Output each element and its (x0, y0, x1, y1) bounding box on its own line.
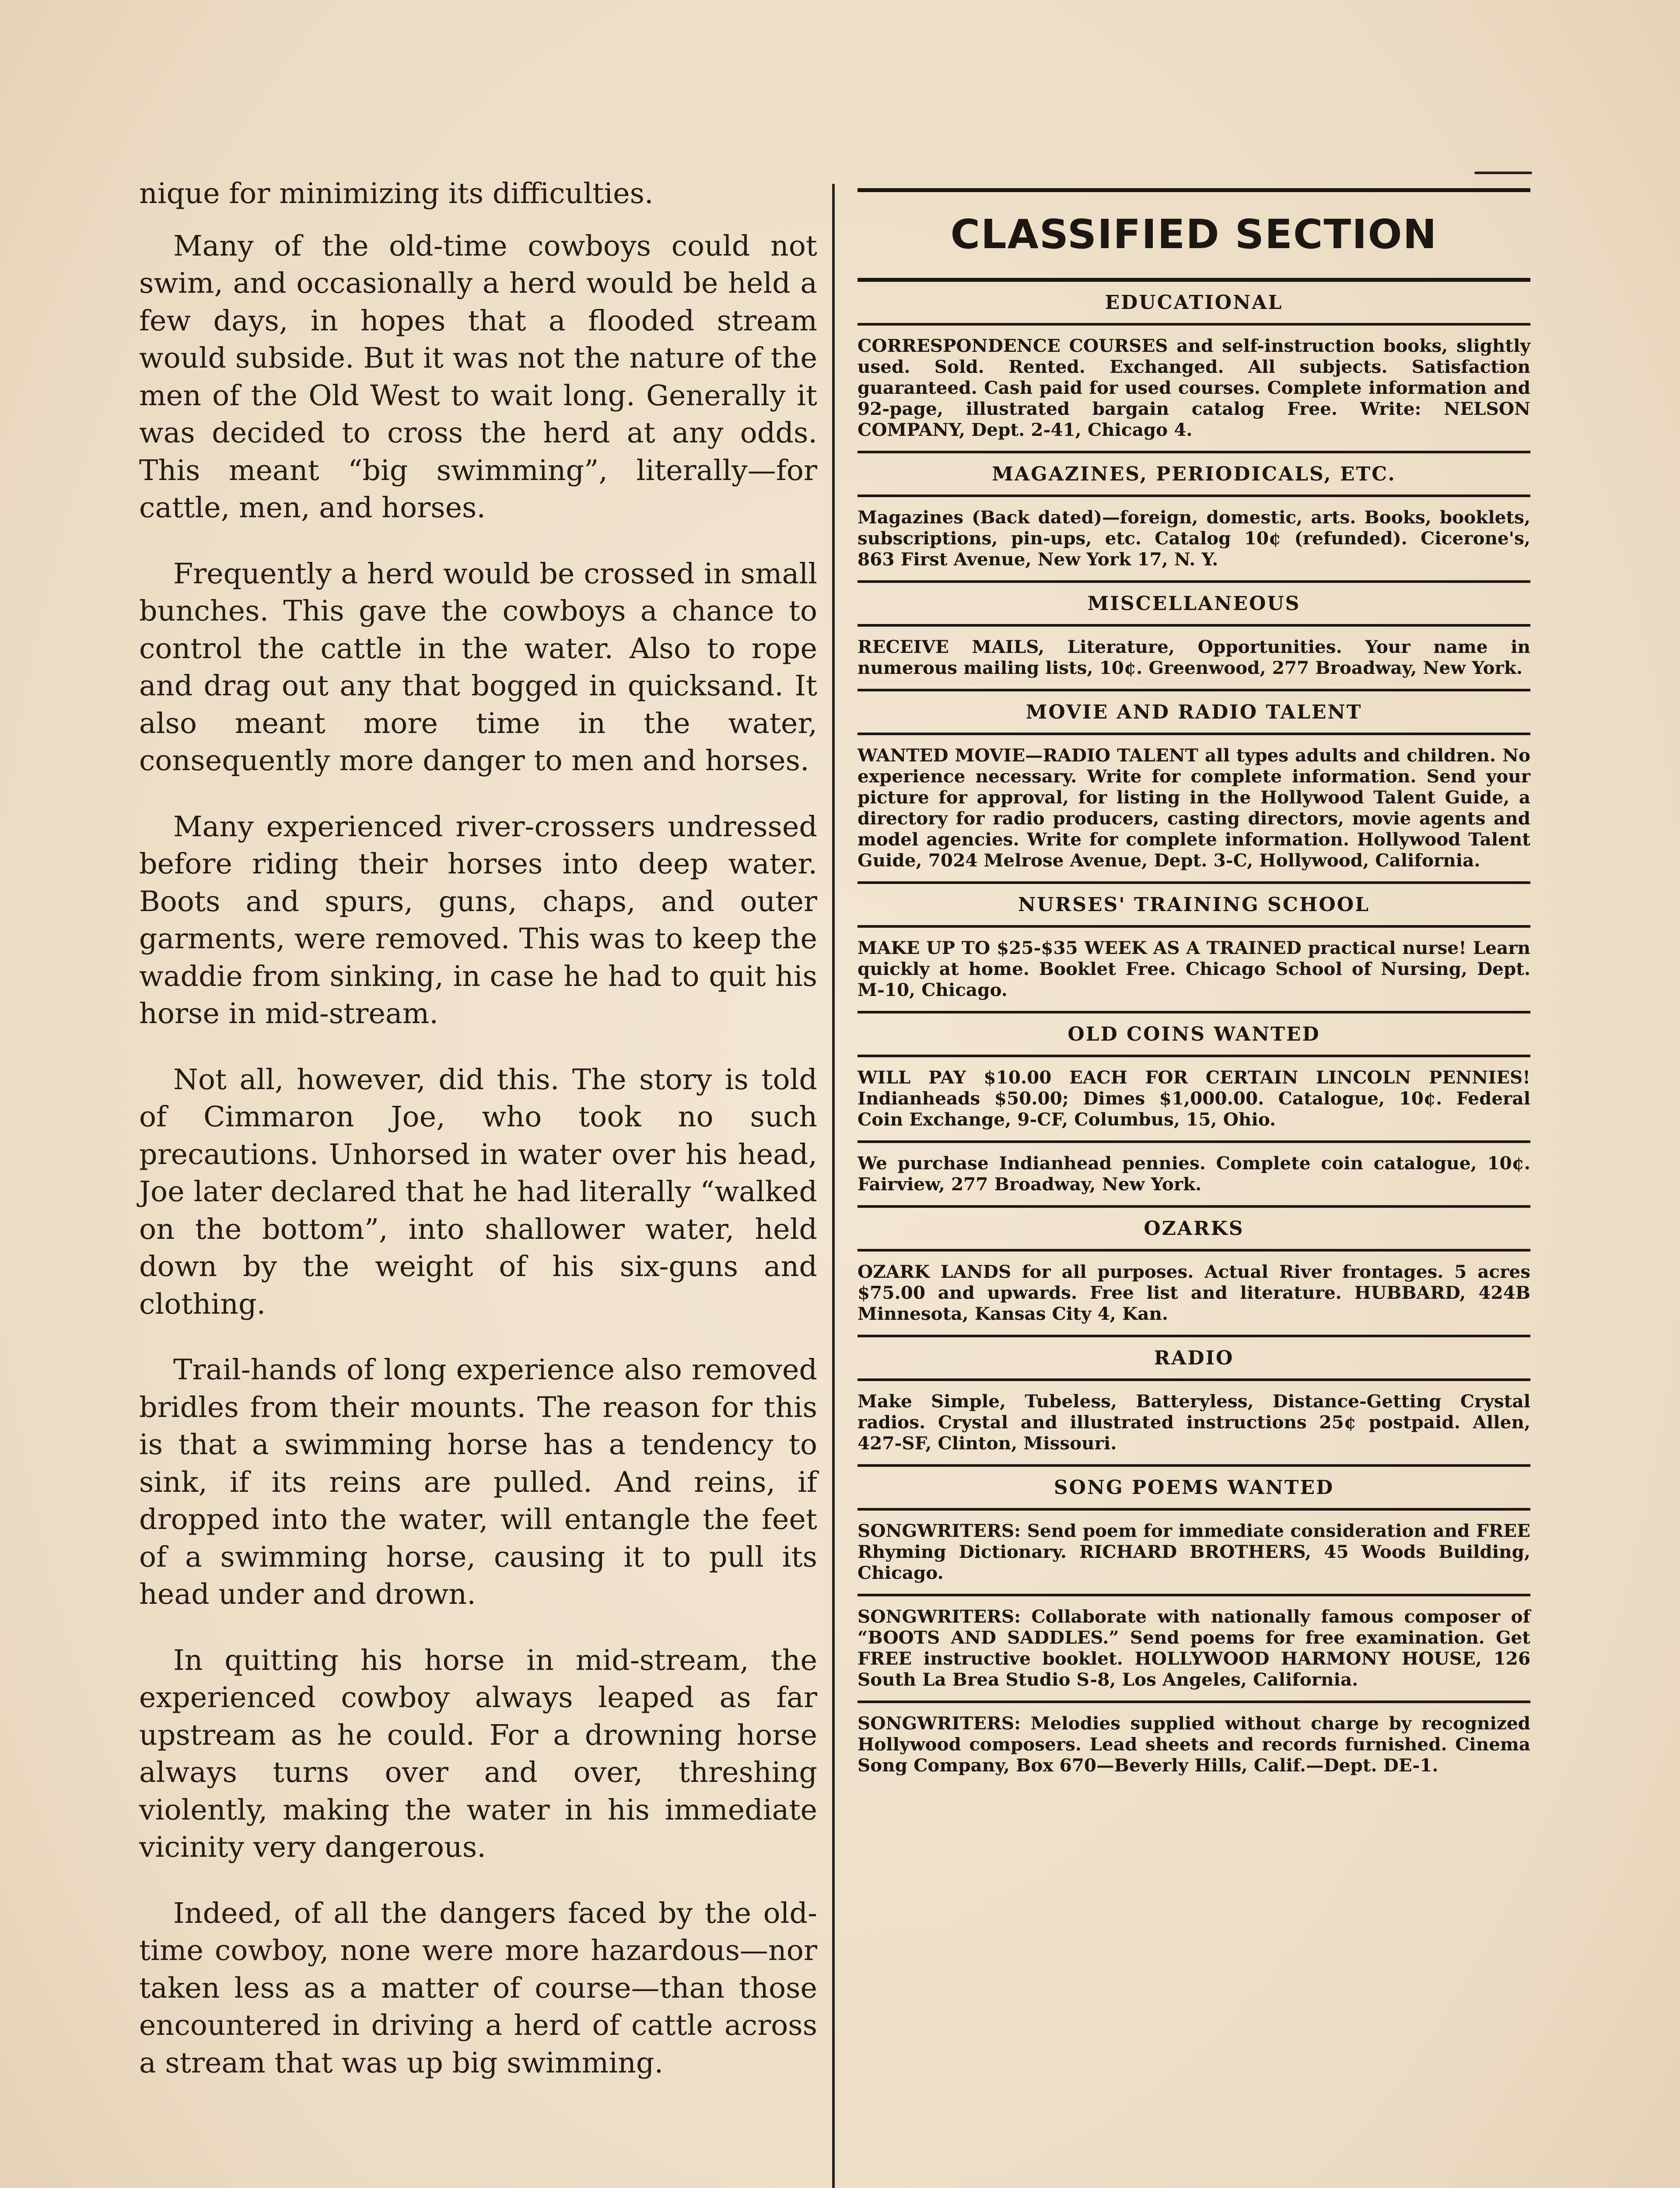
category-heading: MOVIE AND RADIO TALENT (1026, 701, 1362, 723)
article-paragraph: Many experienced river-crossers undressed before riding their horses into deep water. Boots and spurs, guns, chaps, and outer garments, were removed. This was to keep the waddie from sinking, in case he had to quit his horse in mid-stream. (139, 810, 817, 1030)
classified-ad: Magazines (Back dated)—foreign, domestic, arts. Books, booklets, subscriptions, pin-ups, etc. Catalog 10¢ (refunded). Cicerone's, 863 First Avenue, New York 17, N. Y. (858, 507, 1530, 570)
classified-column (858, 188, 1530, 1786)
category-heading: MISCELLANEOUS (1087, 593, 1301, 615)
category-heading: OZARKS (1144, 1217, 1244, 1240)
classified-ad: RECEIVE MAILS, Literature, Opportunities. Your name in numerous mailing lists, 10¢. Greenwood, 277 Broadway, New York. (858, 636, 1530, 678)
category-heading: EDUCATIONAL (1105, 291, 1283, 314)
classified-title: CLASSIFIED SECTION (950, 211, 1438, 258)
article-paragraph: Frequently a herd would be crossed in small bunches. This gave the cowboys a chance to control the cattle in the water. Also to rope and drag out any that bogged in quicksand. It also meant more time in the water, consequently more danger to men and horses. (139, 557, 817, 777)
category-heading: RADIO (1154, 1347, 1234, 1369)
article-paragraph: In quitting his horse in mid-stream, the experienced cowboy always leaped as far upstream as he could. For a drowning horse always turns over and over, threshing violently, making the water in his immediate vicinity very dangerous. (139, 1644, 817, 1864)
classified-ad: We purchase Indianhead pennies. Complete coin catalogue, 10¢. Fairview, 277 Broadway, New York. (858, 1153, 1530, 1195)
classified-ad: WANTED MOVIE—RADIO TALENT all types adults and children. No experience necessary. Write for complete information. Send your picture for approval, for listing in the Hollywood Talent Guide, a directory for radio producers, casting directors, movie agents and model agencies. Write for complete information. Hollywood Talent Guide, 7024 Melrose Avenue, Dept. 3-C, Hollywood, California. (858, 745, 1530, 871)
article-paragraph: nique for minimizing its difficulties. (139, 177, 654, 210)
article-column (139, 175, 817, 2110)
article-paragraph: Indeed, of all the dangers faced by the old-time cowboy, none were more hazardous—nor taken less as a matter of course—than those encountered in driving a herd of cattle across a stream that was up big swimming. (139, 1897, 817, 2079)
category-heading: SONG POEMS WANTED (1054, 1476, 1334, 1499)
category-heading: MAGAZINES, PERIODICALS, ETC. (992, 463, 1396, 485)
category-heading: OLD COINS WANTED (1068, 1023, 1320, 1045)
article-paragraph: Many of the old-time cowboys could not swim, and occasionally a herd would be held a few days, in hopes that a flooded stream would subside. But it was not the nature of the men of the Old West to wait long. Generally it was decided to cross the herd at any odds. This meant “big swimming”, literally—for cattle, men, and horses. (139, 229, 817, 524)
classified-ad: Make Simple, Tubeless, Batteryless, Distance-Getting Crystal radios. Crystal and illustrated instructions 25¢ postpaid. Allen, 427-SF, Clinton, Missouri. (858, 1391, 1530, 1454)
section-rule (858, 278, 1530, 282)
classified-ad: CORRESPONDENCE COURSES and self-instruction books, slightly used. Sold. Rented. Exchanged. All subjects. Satisfaction guaranteed. Cash paid for used courses. Complete information and 92-page, illustrated bargain catalog Free. Write: NELSON COMPANY, Dept. 2-41, Chicago 4. (858, 335, 1530, 440)
section-rule (858, 188, 1530, 192)
classified-ad: SONGWRITERS: Collaborate with nationally famous composer of “BOOTS AND SADDLES.” Send poems for free examination. Get FREE instructive booklet. HOLLYWOOD HARMONY HOUSE, 126 South La Brea Studio S-8, Los Angeles, California. (858, 1606, 1530, 1690)
classified-ad: MAKE UP TO $25-$35 WEEK AS A TRAINED practical nurse! Learn quickly at home. Booklet Free. Chicago School of Nursing, Dept. M-10, Chicago. (858, 937, 1530, 1000)
classified-ad: WILL PAY $10.00 EACH FOR CERTAIN LINCOLN PENNIES! Indianheads $50.00; Dimes $1,000.00. Catalogue, 10¢. Federal Coin Exchange, 9-CF, Columbus, 15, Ohio. (858, 1067, 1530, 1130)
category-heading: NURSES' TRAINING SCHOOL (1018, 894, 1370, 916)
print-mark (1474, 172, 1532, 174)
column-divider (832, 184, 835, 2188)
classified-ad: OZARK LANDS for all purposes. Actual River frontages. 5 acres $75.00 and upwards. Free list and literature. HUBBARD, 424B Minnesota, Kansas City 4, Kan. (858, 1261, 1530, 1324)
classified-ad: SONGWRITERS: Melodies supplied without charge by recognized Hollywood composers. Lead sheets and records furnished. Cinema Song Company, Box 670—Beverly Hills, Calif.—Dept. DE-1. (858, 1713, 1530, 1776)
classified-ad: SONGWRITERS: Send poem for immediate consideration and FREE Rhyming Dictionary. RICHARD BROTHERS, 45 Woods Building, Chicago. (858, 1520, 1530, 1583)
article-paragraph: Not all, however, did this. The story is told of Cimmaron Joe, who took no such precautions. Unhorsed in water over his head, Joe later declared that he had literally “walked on the bottom”, into shallower water, held down by the weight of his six-guns and clothing. (139, 1063, 817, 1321)
article-paragraph: Trail-hands of long experience also removed bridles from their mounts. The reason for this is that a swimming horse has a tendency to sink, if its reins are pulled. And reins, if dropped into the water, will entangle the feet of a swimming horse, causing it to pull its head under and drown. (139, 1353, 817, 1611)
